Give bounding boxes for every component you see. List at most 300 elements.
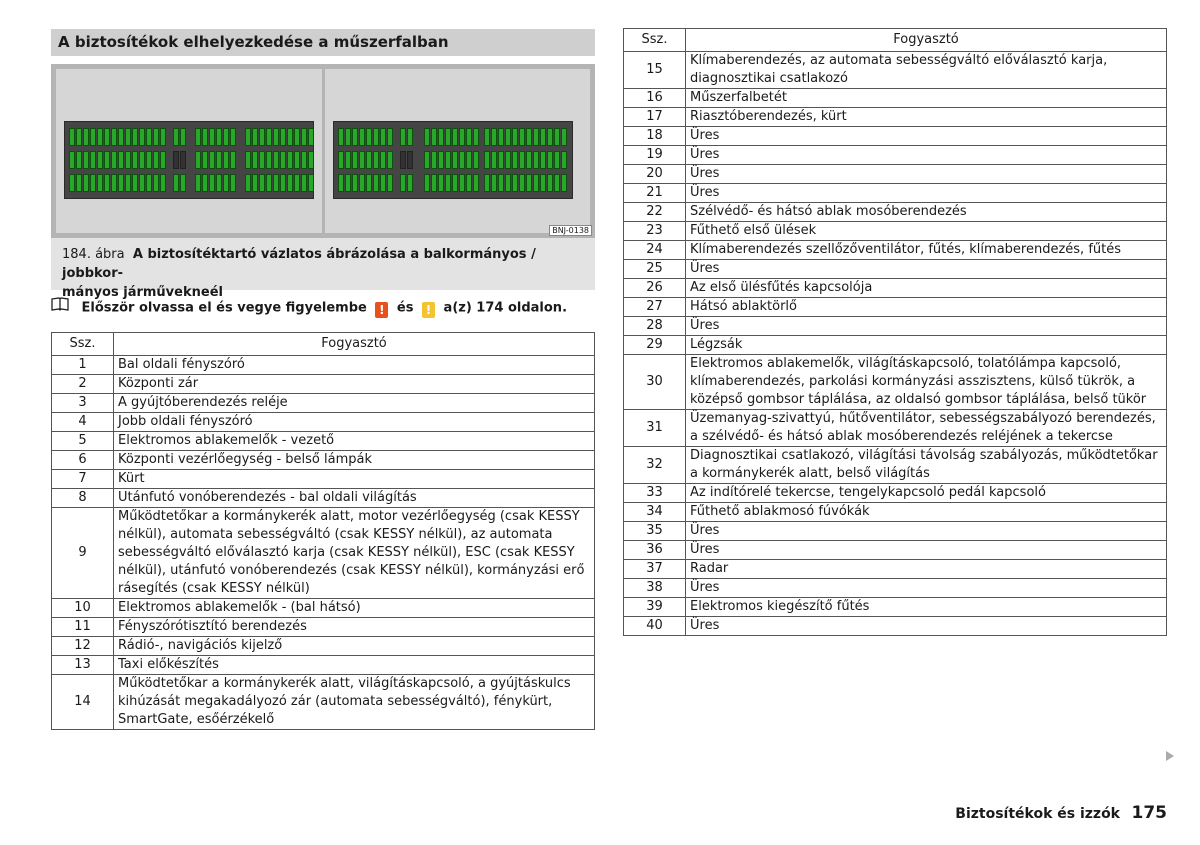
fuse-slot [245, 151, 251, 169]
fuse-slot [505, 151, 511, 169]
fuse-number: 7 [52, 470, 114, 489]
fuse-number: 20 [624, 165, 686, 184]
fuse-number: 13 [52, 656, 114, 675]
note-text-1: Először olvassa el és vegye figyelembe [81, 300, 367, 316]
fuse-number: 14 [52, 675, 114, 730]
fuse-slot [554, 151, 560, 169]
fuse-slot [407, 151, 413, 169]
table-row [624, 541, 1167, 560]
fuse-slot [139, 128, 145, 146]
fuse-slot [498, 151, 504, 169]
fuse-slot [380, 128, 386, 146]
fuse-slot [280, 151, 286, 169]
fuse-slot [338, 151, 344, 169]
consumer-description: Működtetőkar a kormánykerék alatt, motor vezérlőegység (csak KESSY nélkül), automata sebességváltó (csak KESSY nélkül), az automata sebességváltó előválasztó karja (csak KESSY nélkül), ESC (csak KESSY nélkül), utánfutó vonóberendezés (csak KESSY nélkül), kormányzási erő rásegítés (csak KESSY nélkül) [114, 508, 595, 599]
consumer-description: Üres [686, 522, 1167, 541]
col-header-number: Ssz. [624, 29, 686, 52]
table-row [624, 222, 1167, 241]
fuse-slot [97, 128, 103, 146]
fuse-slot [273, 151, 279, 169]
fuse-slot [561, 151, 567, 169]
fuse-slot [90, 174, 96, 192]
fuse-slot [252, 174, 258, 192]
fuse-number: 28 [624, 317, 686, 336]
fuse-slot [308, 151, 314, 169]
fuse-slot [180, 174, 186, 192]
fuse-number: 18 [624, 127, 686, 146]
table-row [624, 447, 1167, 484]
fuse-slot [90, 151, 96, 169]
fuse-number: 29 [624, 336, 686, 355]
fuse-slot [125, 128, 131, 146]
fuse-slot [280, 128, 286, 146]
fuse-slot [259, 128, 265, 146]
consumer-description: Légzsák [686, 336, 1167, 355]
consumer-description: Üres [686, 260, 1167, 279]
fuse-slot [366, 128, 372, 146]
fuse-number: 16 [624, 89, 686, 108]
fuse-number: 35 [624, 522, 686, 541]
fuse-slot [345, 151, 351, 169]
fuse-slot [153, 174, 159, 192]
fuse-slot [366, 174, 372, 192]
table-row [52, 413, 595, 432]
fuse-slot [97, 174, 103, 192]
consumer-description: Hátsó ablaktörlő [686, 298, 1167, 317]
fuse-slot [400, 128, 406, 146]
table-row [624, 241, 1167, 260]
fuse-slot [104, 174, 110, 192]
consumer-description: Fényszórótisztító berendezés [114, 618, 595, 637]
fuse-number: 33 [624, 484, 686, 503]
fuse-slot [533, 151, 539, 169]
table-row [624, 165, 1167, 184]
fuse-number: 39 [624, 598, 686, 617]
consumer-description: Műszerfalbetét [686, 89, 1167, 108]
consumer-description: Üres [686, 317, 1167, 336]
fuse-slot [345, 174, 351, 192]
fuse-slot [407, 128, 413, 146]
fuse-slot [216, 128, 222, 146]
fuse-slot [519, 174, 525, 192]
fuse-slot [491, 174, 497, 192]
caption-prefix: 184. ábra [62, 247, 125, 262]
fuse-slot [195, 151, 201, 169]
consumer-description: Szélvédő- és hátsó ablak mosóberendezés [686, 203, 1167, 222]
warning-icon: ! [375, 302, 388, 318]
fuse-slot [245, 128, 251, 146]
fuse-slot [287, 174, 293, 192]
fuse-slot [146, 128, 152, 146]
fuse-number: 21 [624, 184, 686, 203]
table-row [52, 656, 595, 675]
consumer-description: Klímaberendezés szellőzőventilátor, fűtés, klímaberendezés, fűtés [686, 241, 1167, 260]
fuse-number: 10 [52, 599, 114, 618]
consumer-description: Az indítórelé tekercse, tengelykapcsoló pedál kapcsoló [686, 484, 1167, 503]
fuse-slot [484, 174, 490, 192]
fuse-slot [400, 151, 406, 169]
fuse-slot [180, 128, 186, 146]
fuse-slot [118, 128, 124, 146]
fuse-number: 22 [624, 203, 686, 222]
fuse-slot [173, 128, 179, 146]
fuse-number: 12 [52, 637, 114, 656]
fuse-slot [466, 174, 472, 192]
fuse-slot [484, 128, 490, 146]
fuse-slot [338, 174, 344, 192]
table-row [624, 579, 1167, 598]
fuse-table-right [623, 28, 1167, 636]
fuse-slot [287, 151, 293, 169]
fuse-number: 34 [624, 503, 686, 522]
fuse-number: 5 [52, 432, 114, 451]
fuse-slot [387, 128, 393, 146]
fuse-table-left [51, 332, 595, 730]
fuse-slot [223, 151, 229, 169]
fuse-slot [438, 174, 444, 192]
figure-code: BNJ-0138 [549, 225, 592, 236]
fuse-number: 9 [52, 508, 114, 599]
fuse-slot [195, 128, 201, 146]
fuse-slot [259, 151, 265, 169]
fuse-slot [160, 128, 166, 146]
fuse-slot [287, 128, 293, 146]
fuse-slot [83, 174, 89, 192]
fuse-slot [132, 174, 138, 192]
fuse-slot [252, 128, 258, 146]
fuse-slot [76, 174, 82, 192]
table-body [624, 52, 1167, 636]
consumer-description: Elektromos kiegészítő fűtés [686, 598, 1167, 617]
fuse-slot [561, 174, 567, 192]
fuse-slot [473, 128, 479, 146]
section-title: A biztosítékok elhelyezkedése a műszerfalban [51, 29, 595, 56]
fuse-slot [533, 128, 539, 146]
table-row [52, 508, 595, 599]
fuse-slot [380, 174, 386, 192]
consumer-description: Riasztóberendezés, kürt [686, 108, 1167, 127]
table-row [624, 598, 1167, 617]
consumer-description: Az első ülésfűtés kapcsolója [686, 279, 1167, 298]
fuse-number: 23 [624, 222, 686, 241]
fuse-slot [132, 128, 138, 146]
consumer-description: Klímaberendezés, az automata sebességváltó előválasztó karja, diagnosztikai csatlakozó [686, 52, 1167, 89]
consumer-description: Fűthető első ülések [686, 222, 1167, 241]
fuse-slot [452, 151, 458, 169]
table-row [624, 522, 1167, 541]
footer-chapter-title: Biztosítékok és izzók [955, 806, 1120, 822]
fuse-slot [554, 128, 560, 146]
fuse-number: 38 [624, 579, 686, 598]
fuse-slot [223, 174, 229, 192]
fuse-slot [125, 151, 131, 169]
fuse-slot [139, 151, 145, 169]
consumer-description: Üres [686, 127, 1167, 146]
fuse-slot [294, 128, 300, 146]
table-row [52, 470, 595, 489]
fuse-slot [526, 151, 532, 169]
fuse-slot [431, 151, 437, 169]
fuse-slot [202, 151, 208, 169]
table-body [52, 356, 595, 730]
fuse-slot [83, 151, 89, 169]
fuse-slot [69, 128, 75, 146]
table-row [52, 637, 595, 656]
consumer-description: Működtetőkar a kormánykerék alatt, világításkapcsoló, a gyújtáskulcs kihúzását megakadályozó zár (automata sebességváltó), fénykürt, SmartGate, esőérzékelő [114, 675, 595, 730]
fuse-number: 6 [52, 451, 114, 470]
fuse-slot [180, 151, 186, 169]
consumer-description: Üres [686, 541, 1167, 560]
fuse-slot [373, 128, 379, 146]
fuse-slot [366, 151, 372, 169]
consumer-description: Üres [686, 617, 1167, 636]
fuse-number: 27 [624, 298, 686, 317]
fuse-slot [146, 151, 152, 169]
fuse-slot [438, 128, 444, 146]
fuse-slot [216, 151, 222, 169]
fuse-slot [160, 174, 166, 192]
fuse-slot [547, 174, 553, 192]
table-row [624, 108, 1167, 127]
fuse-slot [359, 174, 365, 192]
fuse-slot [459, 151, 465, 169]
fuse-slot [132, 151, 138, 169]
table-row [624, 203, 1167, 222]
fuse-number: 1 [52, 356, 114, 375]
fuse-slot [547, 128, 553, 146]
fuse-number: 17 [624, 108, 686, 127]
table-row [52, 599, 595, 618]
fuse-slot [526, 174, 532, 192]
fuse-slot [512, 174, 518, 192]
fuse-slot [111, 151, 117, 169]
fuse-slot [345, 128, 351, 146]
fuse-slot [209, 151, 215, 169]
fuse-slot [473, 174, 479, 192]
caption-bold: A biztosítéktartó vázlatos ábrázolása a balkormányos / jobbkor- [62, 247, 536, 281]
fuse-slot [111, 174, 117, 192]
fuse-slot [301, 151, 307, 169]
fuse-slot [400, 174, 406, 192]
fuse-slot [491, 151, 497, 169]
fuse-slot [526, 128, 532, 146]
fuse-slot [308, 174, 314, 192]
consumer-description: Utánfutó vonóberendezés - bal oldali világítás [114, 489, 595, 508]
fuse-slot [216, 174, 222, 192]
table-row [52, 489, 595, 508]
table-header-row [52, 333, 595, 356]
fuse-slot [424, 151, 430, 169]
fuse-number: 8 [52, 489, 114, 508]
col-header-number: Ssz. [52, 333, 114, 356]
fuse-slot [540, 151, 546, 169]
fuse-slot [273, 128, 279, 146]
fuse-slot [69, 174, 75, 192]
table-row [624, 317, 1167, 336]
fuse-slot [459, 128, 465, 146]
fuse-slot [104, 151, 110, 169]
fuse-slot [202, 174, 208, 192]
fuse-slot [230, 128, 236, 146]
fuse-number: 32 [624, 447, 686, 484]
fuse-slot [407, 174, 413, 192]
fuse-slot [445, 151, 451, 169]
caution-icon: ! [422, 302, 435, 318]
fuse-slot [76, 128, 82, 146]
consumer-description: Bal oldali fényszóró [114, 356, 595, 375]
fuse-slot [173, 174, 179, 192]
fuse-number: 19 [624, 146, 686, 165]
fuse-slot [160, 151, 166, 169]
fuse-slot [252, 151, 258, 169]
consumer-description: Üres [686, 579, 1167, 598]
fuse-slot [294, 174, 300, 192]
fuse-slot [209, 174, 215, 192]
fuse-slot [519, 151, 525, 169]
consumer-description: Fűthető ablakmosó fúvókák [686, 503, 1167, 522]
fuse-number: 24 [624, 241, 686, 260]
fuse-slot [308, 128, 314, 146]
consumer-description: Elektromos ablakemelők - (bal hátsó) [114, 599, 595, 618]
fuse-slot [352, 151, 358, 169]
table-row [52, 618, 595, 637]
fuse-slot [491, 128, 497, 146]
fuse-slot [280, 174, 286, 192]
fuse-slot [153, 151, 159, 169]
fuse-slot [266, 174, 272, 192]
consumer-description: Központi zár [114, 375, 595, 394]
fuse-slot [245, 174, 251, 192]
fuse-slot [473, 151, 479, 169]
fuse-slot [352, 174, 358, 192]
fuse-slot [223, 128, 229, 146]
fuse-slot [373, 174, 379, 192]
col-header-consumer: Fogyasztó [114, 333, 595, 356]
fuse-slot [438, 151, 444, 169]
table-row [624, 146, 1167, 165]
fuse-slot [452, 174, 458, 192]
fuse-slot [512, 151, 518, 169]
consumer-description: Üzemanyag-szivattyú, hűtőventilátor, sebességszabályozó berendezés, a szélvédő- és hátsó ablak mosóberendezés reléjének a tekercse [686, 410, 1167, 447]
consumer-description: Kürt [114, 470, 595, 489]
fuse-slot [266, 151, 272, 169]
fuse-number: 31 [624, 410, 686, 447]
fuse-slot [139, 174, 145, 192]
consumer-description: Jobb oldali fényszóró [114, 413, 595, 432]
consumer-description: Központi vezérlőegység - belső lámpák [114, 451, 595, 470]
table-row [624, 484, 1167, 503]
fuse-number: 11 [52, 618, 114, 637]
table-header-row [624, 29, 1167, 52]
fuse-slot [445, 128, 451, 146]
fuse-slot [153, 128, 159, 146]
fuse-slot [173, 151, 179, 169]
fuse-slot [484, 151, 490, 169]
read-first-note [51, 297, 567, 320]
fuse-slot [519, 128, 525, 146]
fuse-slot [561, 128, 567, 146]
fuse-slot [118, 151, 124, 169]
table-row [624, 298, 1167, 317]
fuse-slot [266, 128, 272, 146]
consumer-description: Elektromos ablakemelők - vezető [114, 432, 595, 451]
fuse-slot [209, 128, 215, 146]
fuse-slot [118, 174, 124, 192]
fuse-slot [69, 151, 75, 169]
fuse-slot [259, 174, 265, 192]
fuse-slot [301, 174, 307, 192]
table-row [624, 617, 1167, 636]
consumer-description: Üres [686, 165, 1167, 184]
next-page-arrow-icon[interactable] [1166, 751, 1174, 761]
fuse-slot [202, 128, 208, 146]
fuse-number: 2 [52, 375, 114, 394]
fuse-slot [498, 128, 504, 146]
fuse-slot [352, 128, 358, 146]
fuse-box-figure [51, 64, 595, 238]
fuse-number: 15 [624, 52, 686, 89]
fuse-slot [445, 174, 451, 192]
fuse-slot [76, 151, 82, 169]
fuse-slot [104, 128, 110, 146]
table-row [624, 560, 1167, 579]
table-row [624, 503, 1167, 522]
table-row [624, 89, 1167, 108]
right-fuse-block [333, 121, 573, 199]
fuse-slot [125, 174, 131, 192]
table-row [52, 375, 595, 394]
fuse-slot [505, 128, 511, 146]
fuse-slot [512, 128, 518, 146]
fuse-number: 40 [624, 617, 686, 636]
fuse-slot [230, 151, 236, 169]
note-text-2: és [396, 300, 414, 316]
fuse-slot [431, 128, 437, 146]
fuse-slot [380, 151, 386, 169]
fuse-slot [431, 174, 437, 192]
fuse-slot [452, 128, 458, 146]
fuse-slot [424, 128, 430, 146]
fuse-slot [459, 174, 465, 192]
fuse-slot [146, 174, 152, 192]
fuse-slot [359, 151, 365, 169]
table-row [624, 410, 1167, 447]
fuse-slot [294, 151, 300, 169]
fuse-slot [498, 174, 504, 192]
right-hand-drive-fuse-panel [325, 69, 590, 233]
figure-caption [51, 238, 595, 300]
table-row [624, 336, 1167, 355]
table-row [624, 127, 1167, 146]
fuse-slot [466, 151, 472, 169]
table-row [624, 184, 1167, 203]
fuse-slot [83, 128, 89, 146]
fuse-slot [547, 151, 553, 169]
table-row [624, 52, 1167, 89]
fuse-number: 26 [624, 279, 686, 298]
note-text-3: a(z) 174 oldalon. [443, 300, 568, 316]
fuse-number: 4 [52, 413, 114, 432]
fuse-slot [338, 128, 344, 146]
consumer-description: Rádió-, navigációs kijelző [114, 637, 595, 656]
fuse-slot [533, 174, 539, 192]
table-row [52, 432, 595, 451]
fuse-slot [230, 174, 236, 192]
table-row [52, 675, 595, 730]
fuse-slot [387, 174, 393, 192]
consumer-description: Diagnosztikai csatlakozó, világítási távolság szabályozás, működtetőkar a kormánykerék alatt, belső világítás [686, 447, 1167, 484]
consumer-description: Üres [686, 146, 1167, 165]
